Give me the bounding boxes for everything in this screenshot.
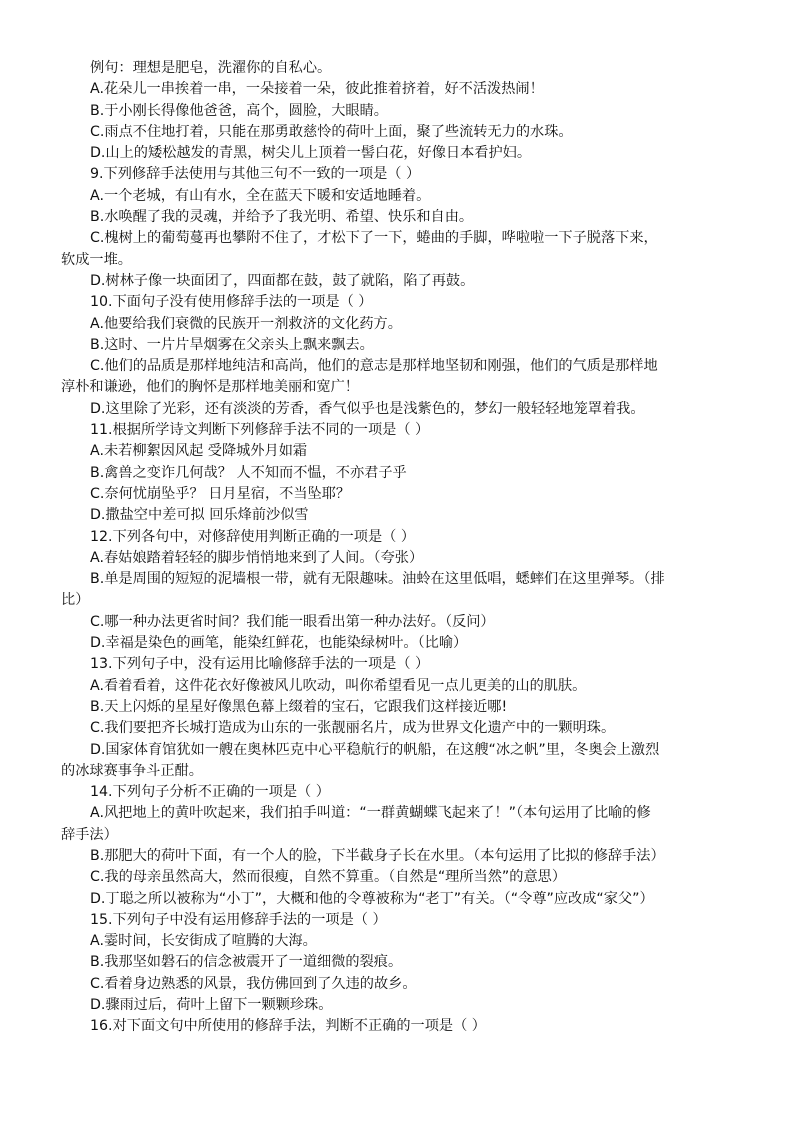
question-list [61,58,737,1038]
text-line: D.撒盐空中差可拟 回乐烽前沙似雪 [90,507,309,524]
text-line: D.幸福是染色的画笔，能染红鲜花，也能染绿树叶。（比喻） [90,635,468,652]
text-line-continuation: 淳朴和谦逊，他们的胸怀是那样地美丽和宽广！ [61,379,359,396]
text-line: C.奈何忧崩坠乎？ 日月星宿，不当坠耶？ [90,485,351,502]
text-line-continuation: 比） [61,592,90,609]
text-line: B.于小刚长得像他爸爸，高个，圆脸，大眼睛。 [90,102,388,119]
text-line: D.山上的矮松越发的青黑，树尖儿上顶着一髻白花，好像日本看护妇。 [90,145,532,162]
text-line: B.那肥大的荷叶下面，有一个人的脸，下半截身子长在水里。（本句运用了比拟的修辞手法） [90,847,665,864]
text-line: B.禽兽之变诈几何哉？ 人不知而不愠，不亦君子乎 [90,464,407,481]
text-line: 10.下面句子没有使用修辞手法的一项是（ ） [90,294,373,311]
text-line: 16.对下面文句中所使用的修辞手法，判断不正确的一项是（ ） [90,1018,486,1035]
text-line: 15.下列句子中没有运用修辞手法的一项是（ ） [90,911,387,928]
text-line: C.我的母亲虽然高大，然而很瘦，自然不算重。（自然是“理所当然”的意思） [90,869,567,886]
text-line: D.丁聪之所以被称为“小丁”，大概和他的令尊被称为“老丁”有关。（“令尊”应改成“家父”） [90,890,654,907]
text-line-continuation: 的冰球赛事争斗正酣。 [61,762,203,779]
text-line: A.花朵儿一串挨着一串，一朵接着一朵，彼此推着挤着，好不活泼热闹！ [90,81,544,98]
text-line: A.看着看着，这件花衣好像被风儿吹动，叫你希望看见一点儿更美的山的肌肤。 [90,677,587,694]
text-line: C.哪一种办法更省时间？我们能一眼看出第一种办法好。（反问） [90,613,495,630]
text-line: A.风把地上的黄叶吹起来，我们拍手叫道：“一群黄蝴蝶飞起来了！”（本句运用了比喻的修 [90,805,651,822]
text-line: A.一个老城，有山有水，全在蓝天下暖和安适地睡着。 [90,187,431,204]
text-line: C.看着身边熟悉的风景，我仿佛回到了久违的故乡。 [90,975,417,992]
text-line: 11.根据所学诗文判断下列修辞手法不同的一项是（ ） [90,422,430,439]
text-line: A.未若柳絮因风起 受降城外月如霜 [90,443,308,460]
text-line: B.水唤醒了我的灵魂，并给予了我光明、希望、快乐和自由。 [90,209,474,226]
text-line: A.他要给我们衰微的民族开一剂救济的文化药方。 [90,315,402,332]
text-line-continuation: 软成一堆。 [61,251,132,268]
text-line: C.我们要把齐长城打造成为山东的一张靓丽名片，成为世界文化遗产中的一颗明珠。 [90,720,616,737]
text-line: A.春姑娘踏着轻轻的脚步悄悄地来到了人间。（夸张） [90,549,424,566]
text-line: D.树林子像一块面团了，四面都在鼓，鼓了就陷，陷了再鼓。 [90,272,475,289]
text-line-continuation: 辞手法） [61,826,118,843]
text-line: A.霎时间，长安街成了喧腾的大海。 [90,933,317,950]
text-line: B.这时、一片片旱烟雾在父亲头上飘来飘去。 [90,336,374,353]
text-line: D.这里除了光彩，还有淡淡的芳香，香气似乎也是浅紫色的，梦幻一般轻轻地笼罩着我。 [90,400,645,417]
text-line: B.我那坚如磐石的信念被震开了一道细微的裂痕。 [90,954,403,971]
text-line: 9.下列修辞手法使用与其他三句不一致的一项是（ ） [90,166,421,183]
text-line: C.槐树上的葡萄蔓再也攀附不住了，才松下了一下，蜷曲的手脚，哗啦啦一下子脱落下来， [90,230,658,247]
text-line: C.他们的品质是那样地纯洁和高尚，他们的意志是那样地坚韧和刚强，他们的气质是那样地 [90,358,658,375]
text-line: D.国家体育馆犹如一艘在奥林匹克中心平稳航行的帆船，在这艘“冰之帆”里，冬奥会上激烈 [90,741,660,758]
text-line: 12.下列各句中，对修辞使用判断正确的一项是（ ） [90,528,416,545]
text-line: B.天上闪烁的星星好像黑色幕上缀着的宝石，它跟我们这样接近哪! [90,698,508,715]
text-line: B.单是周围的短短的泥墙根一带，就有无限趣味。油蛉在这里低唱，蟋蟀们在这里弹琴。（排 [90,571,665,588]
text-line: C.雨点不住地打着，只能在那勇敢慈怜的荷叶上面，聚了些流转无力的水珠。 [90,123,573,140]
text-line: 14.下列句子分析不正确的一项是（ ） [90,784,330,801]
text-line: 例句：理想是肥皂，洗濯你的自私心。 [90,60,332,76]
text-line: D.骤雨过后，荷叶上留下一颗颗珍珠。 [90,997,333,1014]
text-line: 13.下列句子中，没有运用比喻修辞手法的一项是（ ） [90,656,430,673]
